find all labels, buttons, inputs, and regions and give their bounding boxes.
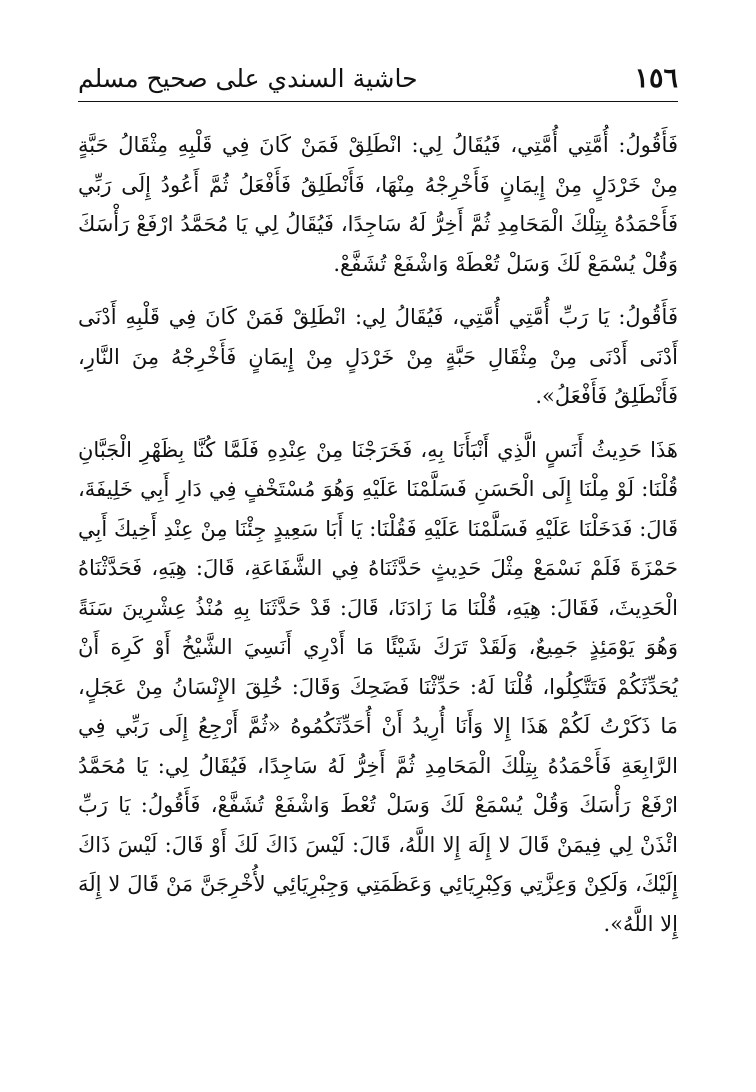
page-number: ١٥٦ bbox=[634, 63, 678, 94]
paragraph-intercession-third: فَأَقُولُ: يَا رَبِّ أُمَّتِي أُمَّتِي، فَيُقَالُ لِي: انْطَلِقْ فَمَنْ كَانَ فِي قَلْبِهِ أَدْنَى أَدْنَى أَدْنَى مِنْ مِثْقَالِ حَبَّةٍ مِنْ خَرْدَلٍ مِنْ إِيمَانٍ فَأَخْرِجْهُ مِنَ النَّارِ، فَأَنْطَلِقُ فَأَفْعَلُ». bbox=[78, 305, 678, 408]
paragraph-hadith-continuation: فَأَقُولُ: أُمَّتِي أُمَّتِي، فَيُقَالُ لِي: انْطَلِقْ فَمَنْ كَانَ فِي قَلْبِهِ مِثْقَالُ حَبَّةٍ مِنْ خَرْدَلٍ مِنْ إِيمَانٍ فَأَخْرِجْهُ مِنْهَا، فَأَنْطَلِقُ فَأَفْعَلُ ثُمَّ أَعُودُ إِلَى رَبِّي فَأَحْمَدُهُ بِتِلْكَ الْمَحَامِدِ ثُمَّ أَخِرُّ لَهُ سَاجِدًا، فَيُقَالُ لِي يَا مُحَمَّدُ ارْفَعْ رَأْسَكَ وَقُلْ يُسْمَعْ لَكَ وَسَلْ تُعْطَهْ وَاشْفَعْ تُشَفَّعْ. bbox=[78, 133, 678, 276]
paragraph-narration-hasan: هَذَا حَدِيثُ أَنَسٍ الَّذِي أَنْبَأَنَا بِهِ، فَخَرَجْنَا مِنْ عِنْدِهِ فَلَمَّا كُنَّا بِظَهْرِ الْجَبَّانِ قُلْنَا: لَوْ مِلْنَا إِلَى الْحَسَنِ فَسَلَّمْنَا عَلَيْهِ وَهُوَ مُسْتَخْفٍ فِي دَارِ أَبِي خَلِيفَةَ، قَالَ: فَدَخَلْنَا عَلَيْهِ فَسَلَّمْنَا عَلَيْهِ فَقُلْنَا: يَا أَبَا سَعِيدٍ جِئْنَا مِنْ عِنْدِ أَخِيكَ أَبِي حَمْزَةَ فَلَمْ نَسْمَعْ مِثْلَ حَدِيثٍ حَدَّثَنَاهُ فِي الشَّفَاعَةِ، قَالَ: هِيَهِ، فَحَدَّثْنَاهُ الْحَدِيثَ، فَقَالَ: هِيَهِ، قُلْنَا مَا زَادَنَا، قَالَ: قَدْ حَدَّثَنَا بِهِ مُنْذُ عِشْرِينَ سَنَةً وَهُوَ يَوْمَئِذٍ جَمِيعٌ، وَلَقَدْ تَرَكَ شَيْئًا مَا أَدْرِي أَنَسِيَ الشَّيْخُ أَوْ كَرِهَ أَنْ يُحَدِّثَكُمْ فَتَتَّكِلُوا، قُلْنَا لَهُ: حَدِّثْنَا فَضَحِكَ وَقَالَ: خُلِقَ الإِنْسَانُ مِنْ عَجَلٍ، مَا ذَكَرْتُ لَكُمْ هَذَا إِلا وَأَنَا أُرِيدُ أَنْ أُحَدِّثَكُمُوهُ «ثُمَّ أَرْجِعُ إِلَى رَبِّي فِي الرَّابِعَةِ فَأَحْمَدُهُ بِتِلْكَ الْمَحَامِدِ ثُمَّ أَخِرُّ لَهُ سَاجِدًا، فَيُقَالُ لِي: يَا مُحَمَّدُ ارْفَعْ رَأْسَكَ وَقُلْ يُسْمَعْ لَكَ وَسَلْ تُعْطَ وَاشْفَعْ تُشَفَّعْ، فَأَقُولُ: يَا رَبِّ ائْذَنْ لِي فِيمَنْ قَالَ لا إِلَهَ إِلا اللَّهُ، قَالَ: لَيْسَ ذَاكَ لَكَ أَوْ قَالَ: لَيْسَ ذَاكَ إِلَيْكَ، وَلَكِنْ وَعِزَّتِي وَكِبْرِيَائِي وَعَظَمَتِي وَجِبْرِيَائِي لأُخْرِجَنَّ مَنْ قَالَ لا إِلَهَ إِلا اللَّهُ». bbox=[78, 437, 678, 936]
header-rule bbox=[78, 101, 678, 102]
book-title: حاشية السندي على صحيح مسلم bbox=[78, 64, 418, 93]
running-header bbox=[78, 52, 678, 96]
page-body bbox=[78, 126, 678, 958]
